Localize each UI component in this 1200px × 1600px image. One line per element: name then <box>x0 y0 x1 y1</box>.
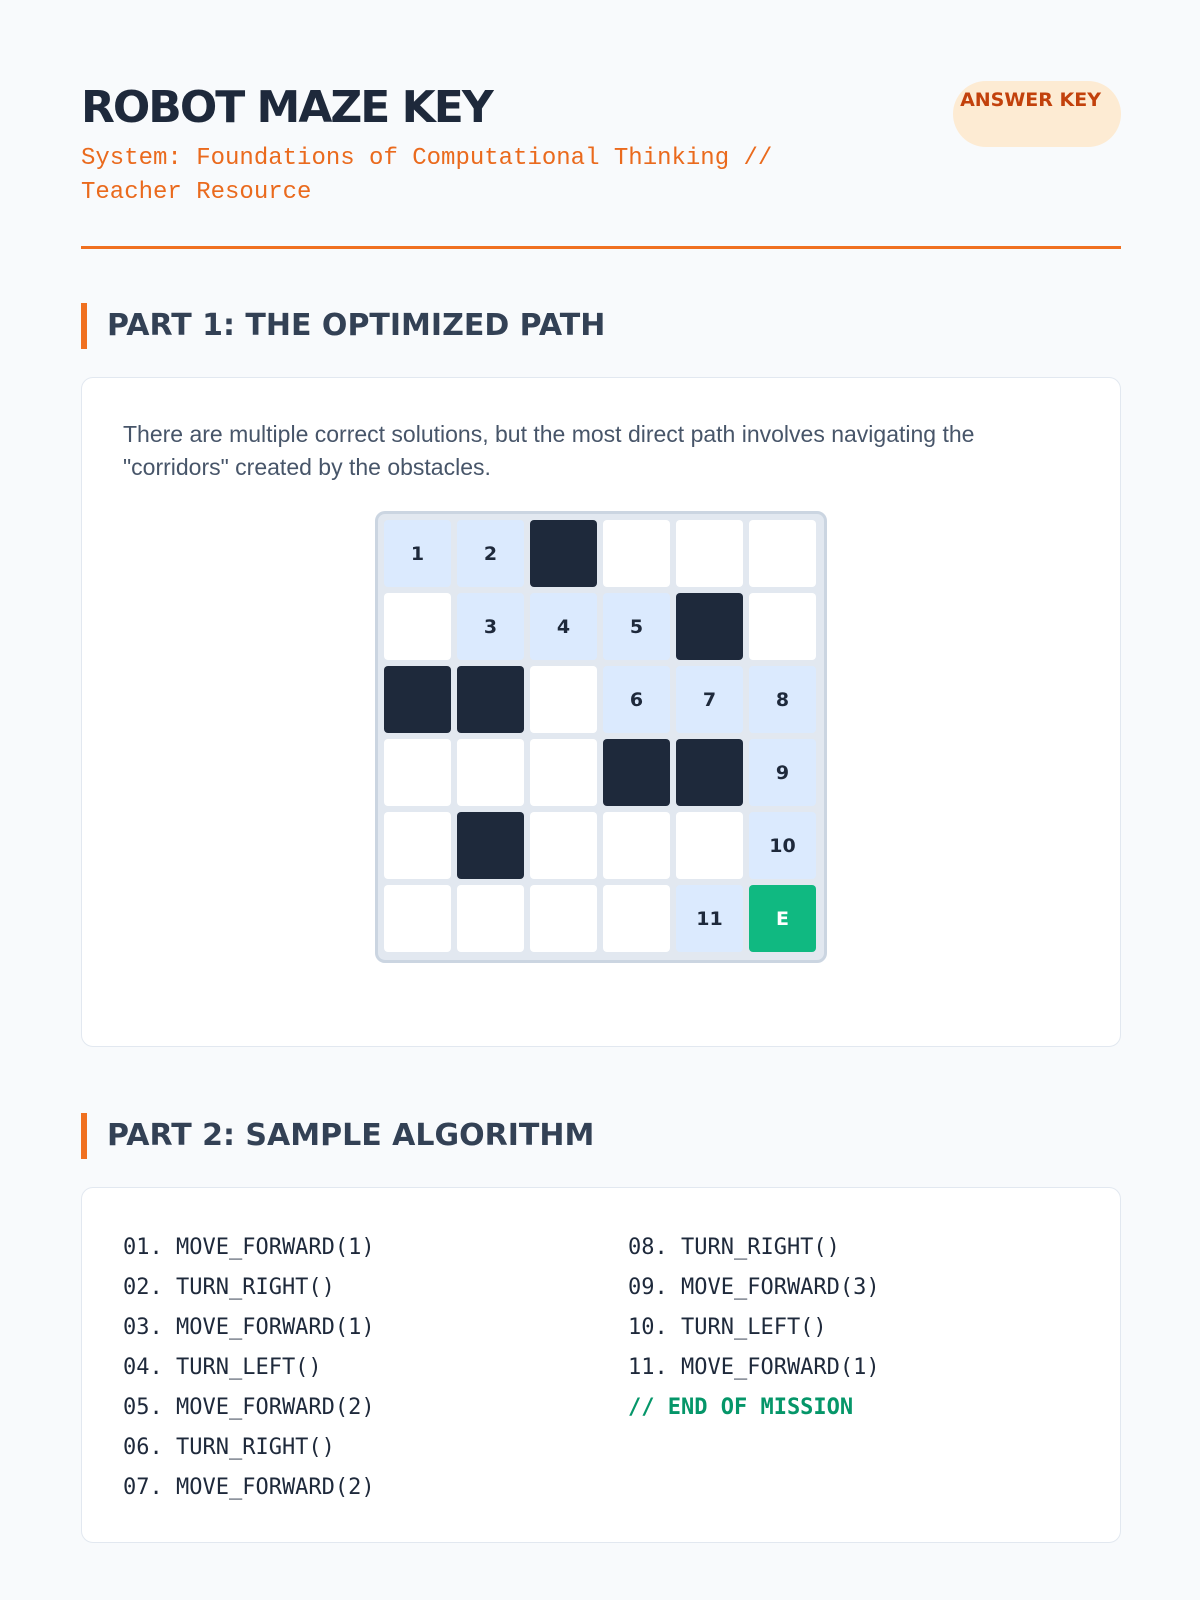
maze-card <box>81 377 1121 1047</box>
algorithm-step: 05. MOVE_FORWARD(2) <box>123 1395 375 1420</box>
maze-path-cell: 6 <box>603 666 670 733</box>
maze-open-cell <box>530 812 597 879</box>
page-header <box>81 80 1121 250</box>
maze-path-cell: 8 <box>749 666 816 733</box>
maze-open-cell <box>384 812 451 879</box>
maze-path-cell: 3 <box>457 593 524 660</box>
maze-path-cell: 2 <box>457 520 524 587</box>
maze-open-cell <box>530 739 597 806</box>
algorithm-step: 07. MOVE_FORWARD(2) <box>123 1475 375 1500</box>
maze-wall-cell <box>457 812 524 879</box>
maze-wall-cell <box>603 739 670 806</box>
algorithm-column-right <box>628 1228 880 1428</box>
maze-path-cell: 1 <box>384 520 451 587</box>
part1-heading: PART 1: THE OPTIMIZED PATH <box>81 303 981 349</box>
maze-exit-cell: E <box>749 885 816 952</box>
algorithm-step: 10. TURN_LEFT() <box>628 1315 827 1340</box>
maze-wall-cell <box>676 593 743 660</box>
page-subtitle: System: Foundations of Computational Thinking // Teacher Resource <box>81 145 773 206</box>
maze-open-cell <box>457 739 524 806</box>
maze-path-cell: 10 <box>749 812 816 879</box>
maze-wall-cell <box>457 666 524 733</box>
maze-path-cell: 9 <box>749 739 816 806</box>
algorithm-column-left <box>123 1228 375 1508</box>
maze-open-cell <box>749 520 816 587</box>
maze-open-cell <box>384 593 451 660</box>
algorithm-step: 02. TURN_RIGHT() <box>123 1275 335 1300</box>
maze-path-cell: 7 <box>676 666 743 733</box>
maze-open-cell <box>603 520 670 587</box>
algorithm-step: 06. TURN_RIGHT() <box>123 1435 335 1460</box>
algorithm-step: 08. TURN_RIGHT() <box>628 1235 840 1260</box>
maze-intro-text: There are multiple correct solutions, but the most direct path involves navigating the "corridors" created by the obstacles. <box>123 421 975 480</box>
maze-wall-cell <box>676 739 743 806</box>
maze-open-cell <box>676 520 743 587</box>
algorithm-step: 09. MOVE_FORWARD(3) <box>628 1275 880 1300</box>
maze-open-cell <box>530 885 597 952</box>
algorithm-step: 11. MOVE_FORWARD(1) <box>628 1355 880 1380</box>
maze-open-cell <box>530 666 597 733</box>
algorithm-step: 03. MOVE_FORWARD(1) <box>123 1315 375 1340</box>
algorithm-card <box>81 1187 1121 1543</box>
maze-open-cell <box>603 885 670 952</box>
algorithm-step: 04. TURN_LEFT() <box>123 1355 322 1380</box>
end-of-mission-comment: // END OF MISSION <box>628 1395 854 1420</box>
maze-path-cell: 5 <box>603 593 670 660</box>
maze-open-cell <box>749 593 816 660</box>
maze-open-cell <box>457 885 524 952</box>
part2-heading: PART 2: SAMPLE ALGORITHM <box>81 1113 981 1159</box>
page-title: ROBOT MAZE KEY <box>81 82 492 133</box>
maze-path-cell: 11 <box>676 885 743 952</box>
header-divider <box>81 246 1121 249</box>
maze-wall-cell <box>384 666 451 733</box>
answer-key-badge: ANSWER KEY <box>953 81 1121 147</box>
maze-wall-cell <box>530 520 597 587</box>
algorithm-step: 01. MOVE_FORWARD(1) <box>123 1235 375 1260</box>
maze-open-cell <box>384 885 451 952</box>
maze-open-cell <box>676 812 743 879</box>
maze-open-cell <box>384 739 451 806</box>
maze-open-cell <box>603 812 670 879</box>
maze-grid <box>375 511 827 963</box>
maze-path-cell: 4 <box>530 593 597 660</box>
